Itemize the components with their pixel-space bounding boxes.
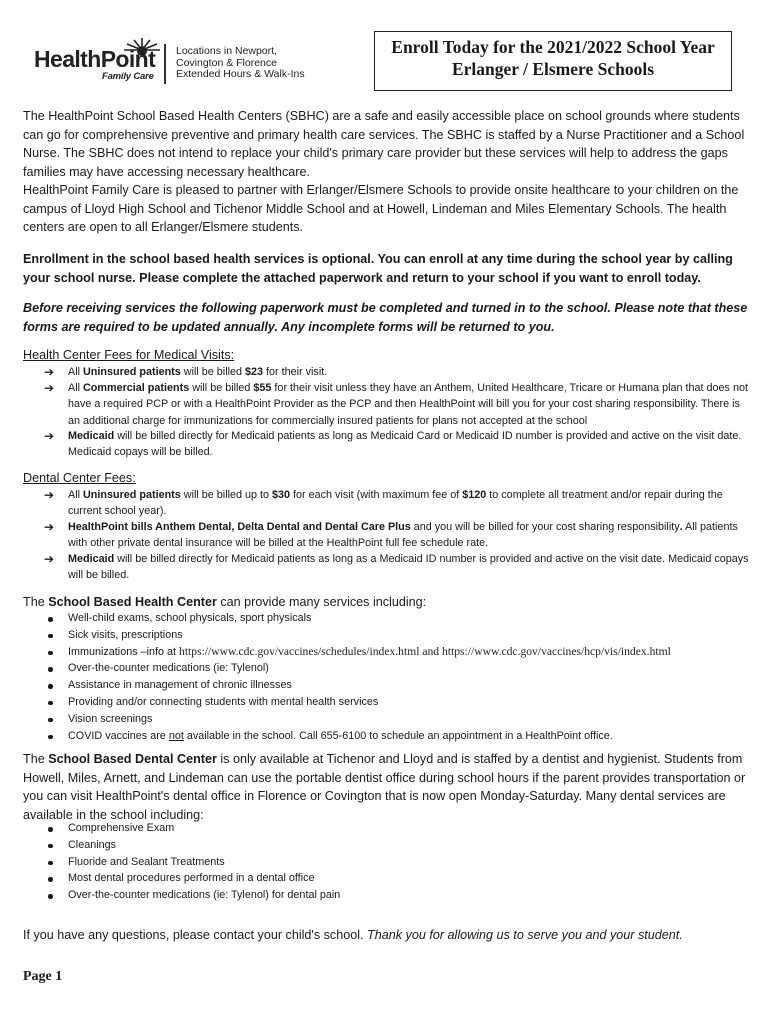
cdc-schedules-link[interactable]: https://www.cdc.gov/vaccines/schedules/index.html	[179, 644, 420, 658]
medical-fee-item: ➔ Medicaid will be billed directly for Medicaid patients as long as Medicaid Card or Medicaid ID number is provided and active on the visit date. Medicaid copays will be billed.	[44, 429, 742, 459]
arrow-right-icon: ➔	[44, 365, 55, 379]
list-item: Well-child exams, school physicals, sport physicals	[44, 610, 750, 627]
enrollment-optional-paragraph: Enrollment in the school based health services is optional. You can enroll at any time during the school year by calling your school nurse. Please complete the attached paperwork and return to your school if you want to enroll today.	[23, 252, 733, 285]
bullet-icon	[48, 617, 53, 622]
list-item: Vision screenings	[44, 711, 750, 728]
list-item: Most dental procedures performed in a dental office	[44, 870, 750, 887]
enroll-title-line-1: Enroll Today for the 2021/2022 School Year	[391, 37, 715, 57]
enroll-title-line-2: Erlanger / Elsmere Schools	[451, 59, 655, 79]
location-line-1: Locations in Newport,	[176, 45, 277, 57]
sbhc-services-intro: The School Based Health Center can provide many services including:	[23, 595, 427, 609]
enroll-title-box	[374, 31, 732, 91]
dental-services-list	[44, 820, 750, 904]
location-line-2: Covington & Florence	[176, 56, 277, 69]
list-item: Comprehensive Exam	[44, 820, 750, 837]
closing-paragraph: If you have any questions, please contact your child's school. Thank you for allowing us to serve you and your student.	[23, 928, 683, 942]
bullet-icon	[48, 684, 53, 689]
arrow-right-icon: ➔	[44, 381, 55, 395]
sbhc-services-list	[44, 610, 750, 744]
list-item: Fluoride and Sealant Treatments	[44, 854, 750, 871]
cdc-vis-link[interactable]: https://www.cdc.gov/vaccines/hcp/vis/index.html	[442, 644, 671, 658]
list-item: COVID vaccines are not available in the school. Call 655-6100 to schedule an appointment in a HealthPoint office.	[44, 728, 750, 745]
list-item: Sick visits, prescriptions	[44, 627, 750, 644]
bullet-icon	[48, 701, 53, 706]
dental-center-paragraph: The School Based Dental Center is only available at Tichenor and Lloyd and is staffed by a dentist and hygienist. Students from Howell, Miles, Arnett, and Lindeman can use the portable dentist office during school hours if the parent provides transportation or you can visit HealthPoint's dental office in Florence or Covington that is now open Monday-Saturday. Many dental services are available in the school including:	[23, 752, 746, 822]
logo-brand: HealthPoint	[34, 46, 156, 72]
bullet-icon	[48, 651, 53, 656]
dental-fee-item: ➔ Medicaid will be billed directly for Medicaid patients as long as a Medicaid ID number is provided and active on the visit date. Medicaid copays will be billed.	[44, 552, 749, 582]
arrow-right-icon: ➔	[44, 520, 55, 534]
bullet-icon	[48, 894, 53, 899]
paperwork-notice-paragraph: Before receiving services the following paperwork must be completed and turned in to the school. Please note that these forms are required to be updated annually. Any incomplete forms will be returned to you.	[23, 301, 748, 334]
medical-fees-heading: Health Center Fees for Medical Visits:	[23, 348, 235, 362]
list-item: Cleanings	[44, 837, 750, 854]
bullet-icon	[48, 667, 53, 672]
bullet-icon	[48, 827, 53, 832]
arrow-right-icon: ➔	[44, 552, 55, 566]
bullet-icon	[48, 877, 53, 882]
intro-paragraph-2: HealthPoint Family Care is pleased to partner with Erlanger/Elsmere Schools to provide onsite healthcare to your children on the campus of Lloyd High School and Tichenor Middle School and at Howell, Lindeman and Miles Elementary Schools. The health centers are open to all Erlanger/Elsmere students.	[23, 183, 739, 235]
dental-fee-item: ➔ HealthPoint bills Anthem Dental, Delta Dental and Dental Care Plus and you will be billed for your cost sharing responsibility. All patients with other private dental insurance will be billed at the HealthPoint full fee schedule rate.	[44, 520, 738, 550]
bullet-icon	[48, 735, 53, 740]
bullet-icon	[48, 718, 53, 723]
list-item: Immunizations –info at https://www.cdc.gov/vaccines/schedules/index.html and https://www.cdc.gov/vaccines/hcp/vis/index.html	[44, 644, 750, 661]
location-line-3: Extended Hours & Walk-Ins	[176, 68, 305, 80]
page-number: Page 1	[23, 969, 63, 984]
dental-fees-heading: Dental Center Fees:	[23, 471, 136, 485]
healthpoint-logo	[34, 36, 174, 88]
bullet-icon	[48, 861, 53, 866]
logo-divider	[164, 44, 166, 84]
list-item: Assistance in management of chronic illnesses	[44, 677, 750, 694]
logo-subtitle: Family Care	[102, 71, 154, 82]
medical-fee-item: ➔ All Uninsured patients will be billed $23 for their visit.	[44, 365, 328, 379]
medical-fee-item: ➔ All Commercial patients will be billed $55 for their visit unless they have an Anthem, United Healthcare, Tricare or Humana plan that does not have a required PCP or with a HealthPoint Provider as the PCP and then HealthPoint will bill you for your cost sharing responsibility. There is an additional charge for immunizations for commercially insured patients for plans not accepted at the school	[44, 381, 748, 427]
dental-fee-item: ➔ All Uninsured patients will be billed up to $30 for each visit (with maximum fee of $120 to complete all treatment and/or repair during the current school year).	[44, 488, 723, 518]
logo-locations	[176, 46, 305, 81]
list-item: Providing and/or connecting students with mental health services	[44, 694, 750, 711]
bullet-icon	[48, 844, 53, 849]
list-item: Over-the-counter medications (ie: Tylenol) for dental pain	[44, 887, 750, 904]
list-item: Over-the-counter medications (ie: Tylenol)	[44, 660, 750, 677]
intro-paragraph-1: The HealthPoint School Based Health Centers (SBHC) are a safe and easily accessible place on school grounds where students can go for comprehensive preventive and primary health care services. The SBHC is staffed by a Nurse Practitioner and a School Nurse. The SBHC does not intend to replace your child's primary care provider but these services will help to address the gaps families may have accessing necessary healthcare.	[23, 109, 745, 179]
bullet-icon	[48, 634, 53, 639]
arrow-right-icon: ➔	[44, 429, 55, 443]
arrow-right-icon: ➔	[44, 488, 55, 502]
